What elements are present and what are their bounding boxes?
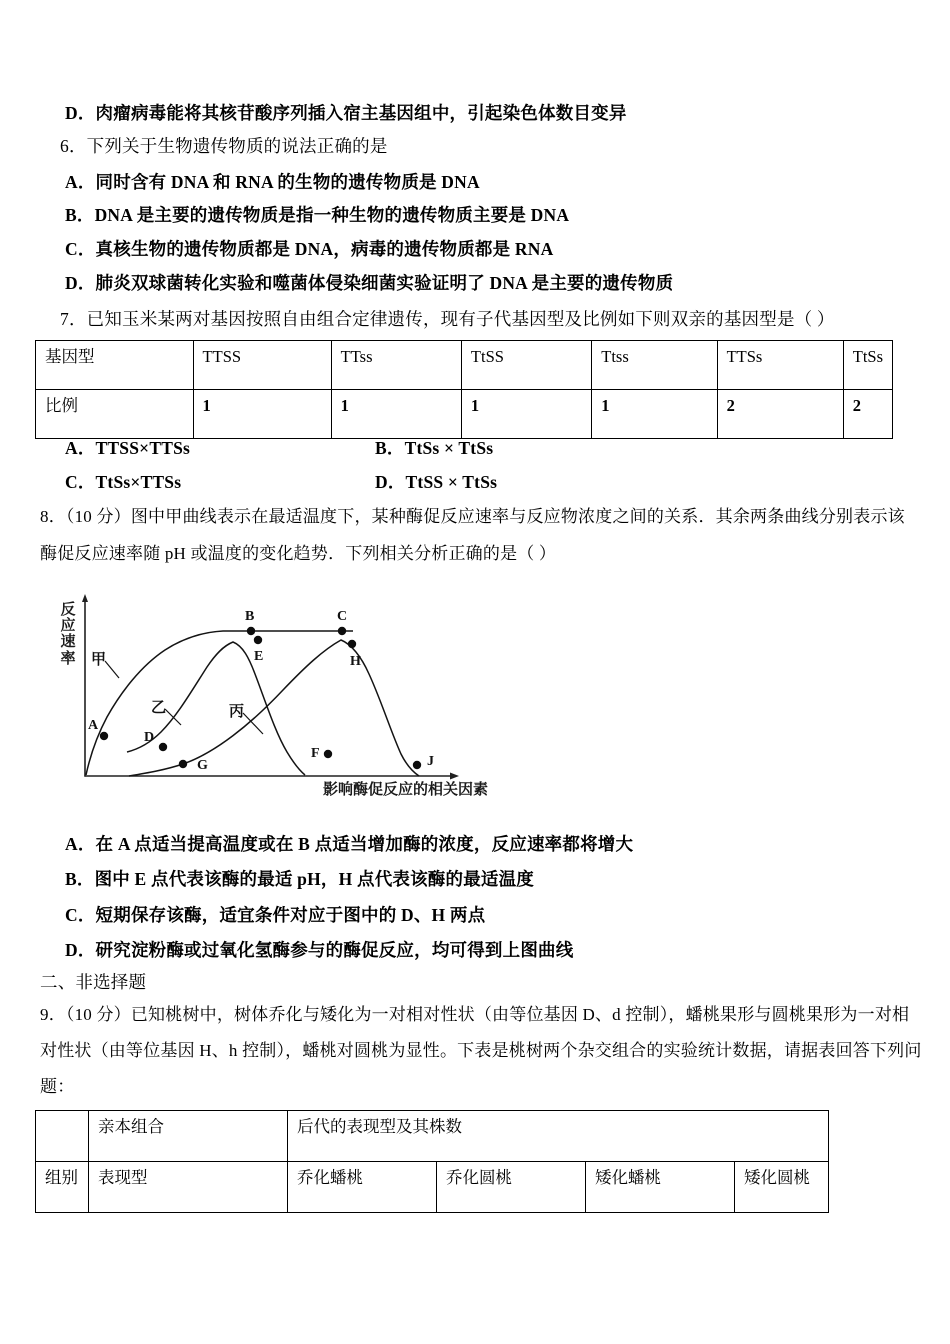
q7-ratio-1: 1 [193,390,331,439]
q9-phenotype-header: 表现型 [89,1162,288,1213]
point-label-J: J [427,754,434,769]
q9-col-aihua-pantao: 矮化蟠桃 [586,1162,735,1213]
q7-row-header-genotype: 基因型 [36,341,194,390]
chart-y-axis-label: 反应速率 [60,602,76,667]
q6-option-a: A．同时含有 DNA 和 RNA 的生物的遗传物质是 DNA [65,172,480,192]
q6-option-d: D．肺炎双球菌转化实验和噬菌体侵染细菌实验证明了 DNA 是主要的遗传物质 [65,273,674,293]
point-C [338,627,346,635]
q7-genotype-5: TTSs [717,341,843,390]
q9-col-aihua-yuantao: 矮化圆桃 [735,1162,829,1213]
q7-option-c: C．TtSs×TTSs [65,472,182,492]
q7-option-d: D．TtSS × TtSs [375,472,498,492]
point-D [159,743,167,751]
point-label-F: F [311,746,320,761]
table-row [36,390,893,439]
y-axis-arrow [82,594,88,602]
q8-option-c: C．短期保存该酶，适宜条件对应于图中的 D、H 两点 [65,905,486,925]
chart-x-axis-label: 影响酶促反应的相关因素 [323,782,489,798]
point-label-B: B [245,609,255,624]
q8-option-d: D．研究淀粉酶或过氧化氢酶参与的酶促反应，均可得到上图曲线 [65,940,574,960]
q7-ratio-2: 1 [331,390,461,439]
point-J [413,761,421,769]
point-label-D: D [144,730,155,745]
q6-stem: 6．下列关于生物遗传物质的说法正确的是 [60,136,388,156]
q6-option-b: B．DNA 是主要的遗传物质是指一种生物的遗传物质主要是 DNA [65,205,570,225]
point-label-G: G [197,758,208,773]
curve-label-jia: 甲 [91,652,107,668]
table-row [36,1111,829,1162]
point-G [179,760,187,768]
q7-ratio-4: 1 [592,390,717,439]
q7-genotype-1: TTSS [193,341,331,390]
curve-label-bing: 丙 [229,704,245,720]
point-label-H: H [350,654,361,669]
q9-stem-line1: 9．（10 分）已知桃树中，树体乔化与矮化为一对相对性状（由等位基因 D、d 控制），蟠桃果形与圆桃果形为一对相 [40,1005,910,1024]
q8-option-a: A．在 A 点适当提高温度或在 B 点适当增加酶的浓度，反应速率都将增大 [65,834,634,854]
point-label-E: E [254,649,264,664]
point-A [100,732,108,740]
q7-genotype-6: TtSs [843,341,892,390]
section2-heading: 二、非选择题 [40,972,147,992]
leader-jia [105,661,119,678]
chart-canvas [55,592,555,797]
q9-offspring-header: 后代的表现型及其株数 [288,1111,829,1162]
curve-bing [129,640,419,776]
q8-stem-line2: 酶促反应速率随 pH 或温度的变化趋势．下列相关分析正确的是（ ） [40,544,557,563]
q9-col-qiaohua-pantao: 乔化蟠桃 [288,1162,437,1213]
leader-bing [243,713,263,734]
point-B [247,627,255,635]
q7-genotype-2: TTss [331,341,461,390]
q7-ratio-3: 1 [461,390,591,439]
point-label-A: A [88,718,99,733]
q9-parent-combo-header: 亲本组合 [89,1111,288,1162]
q9-cross-data-table [35,1110,829,1213]
point-label-C: C [337,609,348,624]
point-E [254,636,262,644]
point-H [348,640,356,648]
q9-corner-cell [36,1111,89,1162]
q7-row-header-ratio: 比例 [36,390,194,439]
q7-ratio-6: 2 [843,390,892,439]
q7-stem: 7．已知玉米某两对基因按照自由组合定律遗传，现有子代基因型及比例如下则双亲的基因型是（ ） [60,309,835,329]
q9-col-qiaohua-yuantao: 乔化圆桃 [437,1162,586,1213]
q8-enzyme-rate-figure [55,592,555,797]
q9-stem-line2: 对性状（由等位基因 H、h 控制），蟠桃对圆桃为显性。下表是桃树两个杂交组合的实验统计数据，请据表回答下列问 [40,1041,922,1060]
q7-genotype-table [35,340,893,439]
q8-option-b: B．图中 E 点代表该酶的最适 pH，H 点代表该酶的最适温度 [65,869,534,889]
q7-genotype-3: TtSS [461,341,591,390]
q5-option-d: D．肉瘤病毒能将其核苷酸序列插入宿主基因组中，引起染色体数目变异 [65,103,627,123]
table-row [36,341,893,390]
point-F [324,750,332,758]
q7-genotype-4: Ttss [592,341,717,390]
q7-option-a: A．TTSS×TTSs [65,438,191,458]
q6-option-c: C．真核生物的遗传物质都是 DNA，病毒的遗传物质都是 RNA [65,239,554,259]
q7-option-b: B．TtSs × TtSs [375,438,494,458]
q9-stem-line3: 题： [40,1077,75,1096]
table-row [36,1162,829,1213]
q8-stem-line1: 8．（10 分）图中甲曲线表示在最适温度下，某种酶促反应速率与反应物浓度之间的关系．其余两条曲线分别表示该 [40,507,905,526]
q9-group-header: 组别 [36,1162,89,1213]
q7-ratio-5: 2 [717,390,843,439]
curve-label-yi: 乙 [151,700,167,716]
